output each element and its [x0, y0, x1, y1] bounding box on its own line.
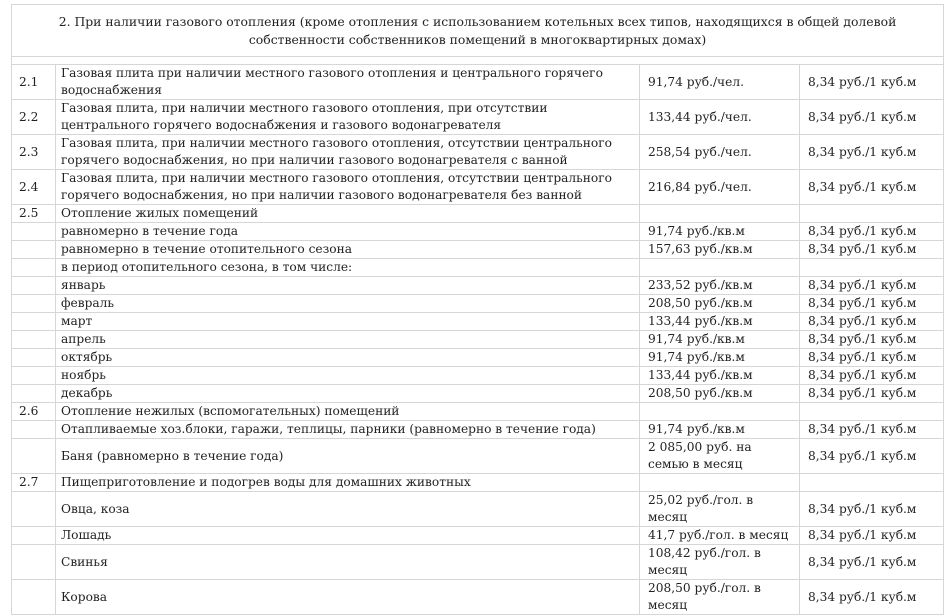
row-norm-cell: 258,54 руб./чел. — [640, 135, 800, 170]
spacer-cell — [12, 57, 944, 65]
row-norm-cell: 208,50 руб./кв.м — [640, 385, 800, 403]
section-title: 2. При наличии газового отопления (кроме отопления с использованием котельных всех типов, находящихся в общей долевой собственности собственников помещений в многоквартирных домах) — [12, 5, 944, 57]
row-number-cell: 2.3 — [12, 135, 56, 170]
table-row — [12, 545, 944, 580]
row-description-cell: апрель — [56, 331, 640, 349]
table-row — [12, 403, 944, 421]
row-tariff-cell: 8,34 руб./1 куб.м — [800, 241, 944, 259]
table-row — [12, 349, 944, 367]
row-tariff-cell: 8,34 руб./1 куб.м — [800, 277, 944, 295]
row-tariff-cell: 8,34 руб./1 куб.м — [800, 223, 944, 241]
table-row — [12, 205, 944, 223]
row-tariff-cell: 8,34 руб./1 куб.м — [800, 367, 944, 385]
row-tariff-cell — [800, 259, 944, 277]
row-number-cell: 2.2 — [12, 100, 56, 135]
row-description-cell: Лошадь — [56, 527, 640, 545]
row-number-cell — [12, 545, 56, 580]
row-description-cell: Пищеприготовление и подогрев воды для домашних животных — [56, 474, 640, 492]
table-row — [12, 313, 944, 331]
table-row — [12, 421, 944, 439]
row-norm-cell: 108,42 руб./гол. в месяц — [640, 545, 800, 580]
row-tariff-cell: 8,34 руб./1 куб.м — [800, 100, 944, 135]
row-number-cell — [12, 331, 56, 349]
row-number-cell: 2.1 — [12, 65, 56, 100]
row-description-cell: равномерно в течение года — [56, 223, 640, 241]
row-description-cell: Газовая плита, при наличии местного газового отопления, отсутствии центрального горячего водоснабжения, но при наличии газового водонагревателя без ванной — [56, 170, 640, 205]
row-description-cell: декабрь — [56, 385, 640, 403]
row-norm-cell: 216,84 руб./чел. — [640, 170, 800, 205]
row-norm-cell: 133,44 руб./кв.м — [640, 367, 800, 385]
table-row — [12, 580, 944, 615]
row-tariff-cell: 8,34 руб./1 куб.м — [800, 331, 944, 349]
row-number-cell — [12, 421, 56, 439]
row-number-cell — [12, 580, 56, 615]
row-tariff-cell: 8,34 руб./1 куб.м — [800, 545, 944, 580]
row-description-cell: ноябрь — [56, 367, 640, 385]
row-description-cell: равномерно в течение отопительного сезона — [56, 241, 640, 259]
table-row — [12, 170, 944, 205]
row-description-cell: Отопление нежилых (вспомогательных) помещений — [56, 403, 640, 421]
row-number-cell — [12, 241, 56, 259]
table-row — [12, 223, 944, 241]
row-norm-cell — [640, 474, 800, 492]
row-tariff-cell: 8,34 руб./1 куб.м — [800, 580, 944, 615]
table-row — [12, 385, 944, 403]
row-norm-cell — [640, 403, 800, 421]
row-description-cell: Газовая плита, при наличии местного газового отопления, при отсутствии центрального горячего водоснабжения и газового водонагревателя — [56, 100, 640, 135]
row-tariff-cell: 8,34 руб./1 куб.м — [800, 170, 944, 205]
row-tariff-cell: 8,34 руб./1 куб.м — [800, 439, 944, 474]
row-number-cell: 2.5 — [12, 205, 56, 223]
row-description-cell: Свинья — [56, 545, 640, 580]
row-number-cell — [12, 385, 56, 403]
table-row — [12, 259, 944, 277]
table-row — [12, 277, 944, 295]
row-number-cell: 2.6 — [12, 403, 56, 421]
table-row — [12, 100, 944, 135]
table-row — [12, 474, 944, 492]
row-description-cell: Газовая плита при наличии местного газового отопления и центрального горячего водоснабжения — [56, 65, 640, 100]
table-row — [12, 367, 944, 385]
row-tariff-cell: 8,34 руб./1 куб.м — [800, 135, 944, 170]
row-norm-cell — [640, 205, 800, 223]
row-tariff-cell — [800, 205, 944, 223]
row-norm-cell: 41,7 руб./гол. в месяц — [640, 527, 800, 545]
row-description-cell: Баня (равномерно в течение года) — [56, 439, 640, 474]
row-description-cell: Отапливаемые хоз.блоки, гаражи, теплицы, парники (равномерно в течение года) — [56, 421, 640, 439]
row-description-cell: в период отопительного сезона, в том числе: — [56, 259, 640, 277]
table-row — [12, 295, 944, 313]
row-norm-cell: 208,50 руб./кв.м — [640, 295, 800, 313]
row-norm-cell — [640, 259, 800, 277]
tariff-table — [11, 4, 944, 615]
row-norm-cell: 157,63 руб./кв.м — [640, 241, 800, 259]
row-number-cell — [12, 313, 56, 331]
row-norm-cell: 2 085,00 руб. на семью в месяц — [640, 439, 800, 474]
row-tariff-cell: 8,34 руб./1 куб.м — [800, 492, 944, 527]
row-number-cell — [12, 367, 56, 385]
row-number-cell — [12, 349, 56, 367]
table-row — [12, 492, 944, 527]
table-row — [12, 65, 944, 100]
row-tariff-cell: 8,34 руб./1 куб.м — [800, 527, 944, 545]
spacer-row — [12, 57, 944, 65]
row-number-cell — [12, 259, 56, 277]
row-description-cell: март — [56, 313, 640, 331]
row-tariff-cell: 8,34 руб./1 куб.м — [800, 313, 944, 331]
table-row — [12, 439, 944, 474]
row-norm-cell: 208,50 руб./гол. в месяц — [640, 580, 800, 615]
row-norm-cell: 91,74 руб./кв.м — [640, 223, 800, 241]
row-description-cell: февраль — [56, 295, 640, 313]
row-number-cell: 2.7 — [12, 474, 56, 492]
row-number-cell — [12, 527, 56, 545]
row-norm-cell: 25,02 руб./гол. в месяц — [640, 492, 800, 527]
section-header-row — [12, 5, 944, 57]
row-description-cell: октябрь — [56, 349, 640, 367]
tariff-table-container — [11, 4, 943, 615]
row-number-cell — [12, 439, 56, 474]
table-row — [12, 241, 944, 259]
row-description-cell: Корова — [56, 580, 640, 615]
row-description-cell: Отопление жилых помещений — [56, 205, 640, 223]
row-norm-cell: 133,44 руб./чел. — [640, 100, 800, 135]
row-description-cell: Газовая плита, при наличии местного газового отопления, отсутствии центрального горячего водоснабжения, но при наличии газового водонагревателя с ванной — [56, 135, 640, 170]
row-norm-cell: 91,74 руб./чел. — [640, 65, 800, 100]
table-row — [12, 527, 944, 545]
row-number-cell — [12, 295, 56, 313]
row-tariff-cell: 8,34 руб./1 куб.м — [800, 349, 944, 367]
row-norm-cell: 133,44 руб./кв.м — [640, 313, 800, 331]
row-number-cell: 2.4 — [12, 170, 56, 205]
table-row — [12, 135, 944, 170]
row-number-cell — [12, 492, 56, 527]
row-description-cell: Овца, коза — [56, 492, 640, 527]
row-norm-cell: 91,74 руб./кв.м — [640, 421, 800, 439]
row-number-cell — [12, 277, 56, 295]
row-tariff-cell: 8,34 руб./1 куб.м — [800, 385, 944, 403]
row-norm-cell: 91,74 руб./кв.м — [640, 349, 800, 367]
row-tariff-cell: 8,34 руб./1 куб.м — [800, 421, 944, 439]
row-tariff-cell: 8,34 руб./1 куб.м — [800, 295, 944, 313]
table-row — [12, 331, 944, 349]
row-number-cell — [12, 223, 56, 241]
row-tariff-cell — [800, 403, 944, 421]
row-description-cell: январь — [56, 277, 640, 295]
row-tariff-cell: 8,34 руб./1 куб.м — [800, 65, 944, 100]
row-tariff-cell — [800, 474, 944, 492]
row-norm-cell: 91,74 руб./кв.м — [640, 331, 800, 349]
row-norm-cell: 233,52 руб./кв.м — [640, 277, 800, 295]
